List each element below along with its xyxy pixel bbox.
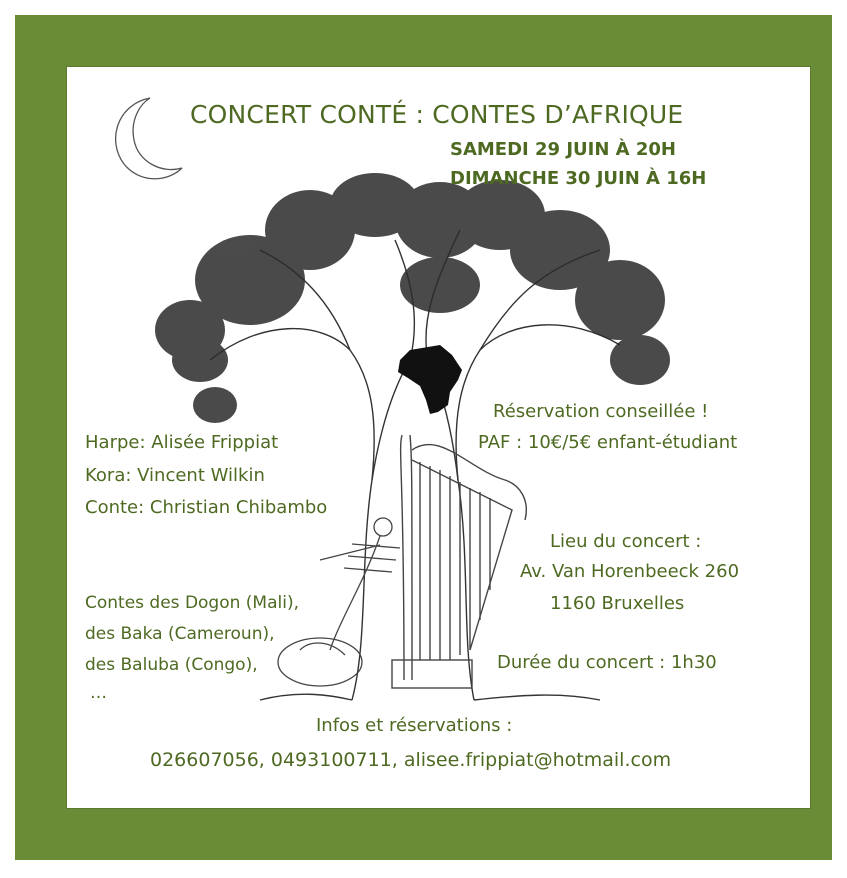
contact-details: 026607056, 0493100711, alisee.frippiat@hotmail.com	[150, 749, 672, 771]
tales-line-1: Contes des Dogon (Mali),	[85, 593, 300, 613]
poster-title: CONCERT CONTÉ : CONTES D’AFRIQUE	[190, 100, 684, 129]
date-sunday: DIMANCHE 30 JUIN À 16H	[450, 168, 707, 189]
tree-foliage	[155, 173, 670, 423]
venue-city: 1160 Bruxelles	[550, 593, 685, 614]
tales-ellipsis: …	[90, 683, 107, 703]
musician-kora: Kora: Vincent Wilkin	[85, 465, 265, 486]
venue-label: Lieu du concert :	[550, 531, 702, 552]
tales-line-2: des Baka (Cameroun),	[85, 624, 275, 644]
harp-icon	[392, 435, 526, 688]
musician-harp: Harpe: Alisée Frippiat	[85, 432, 279, 453]
price-info: PAF : 10€/5€ enfant-étudiant	[478, 432, 738, 453]
date-saturday: SAMEDI 29 JUIN À 20H	[450, 139, 676, 160]
venue-address: Av. Van Horenbeeck 260	[520, 561, 740, 582]
tales-line-3: des Baluba (Congo),	[85, 655, 258, 675]
reservation-note: Réservation conseillée !	[493, 401, 709, 422]
africa-map-icon	[398, 345, 462, 414]
storyteller: Conte: Christian Chibambo	[85, 497, 328, 518]
duration-info: Durée du concert : 1h30	[497, 652, 717, 673]
infos-label: Infos et réservations :	[316, 715, 513, 736]
crescent-moon-icon	[116, 98, 182, 179]
